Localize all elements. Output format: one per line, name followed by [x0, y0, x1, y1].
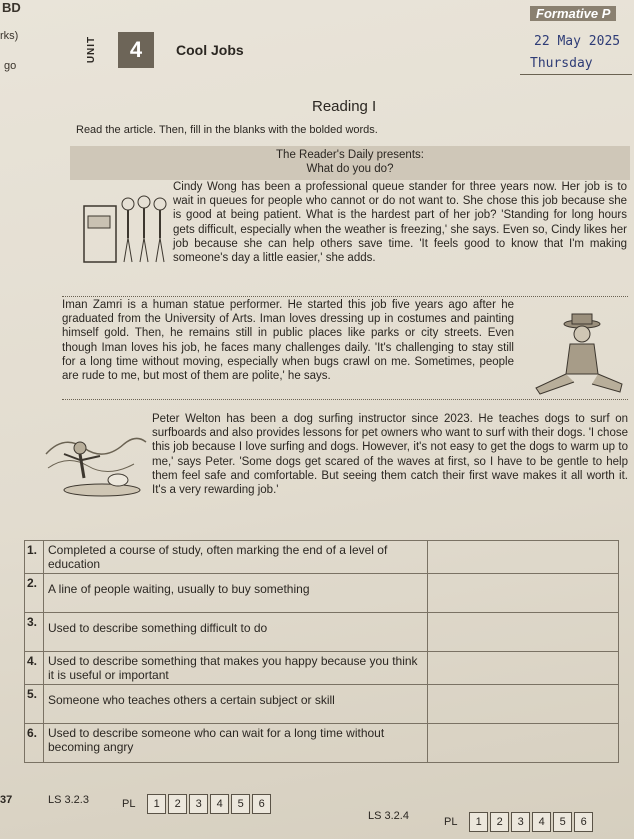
handwritten-date: 22 May 2025	[534, 34, 621, 49]
row-definition: Used to describe something difficult to do	[44, 613, 428, 652]
separator-2	[62, 399, 628, 400]
section-title: Reading I	[312, 98, 377, 115]
row-number: 5.	[25, 685, 44, 724]
unit-label: UNIT	[86, 35, 98, 64]
row-number: 6.	[25, 724, 44, 763]
row-number: 4.	[25, 652, 44, 685]
instruction: Read the article. Then, fill in the blanks with the bolded words.	[76, 124, 378, 136]
answer-cell[interactable]	[428, 613, 619, 652]
page-number: 37	[0, 794, 13, 806]
pl-box-4[interactable]: 4	[532, 812, 551, 832]
pl-box-2[interactable]: 2	[490, 812, 509, 832]
row-number: 2.	[25, 574, 44, 613]
queue-illustration	[82, 188, 170, 266]
row-definition: Someone who teaches others a certain subject or skill	[44, 685, 428, 724]
footer-pl-left	[122, 794, 273, 814]
pl-box-5[interactable]: 5	[553, 812, 572, 832]
table-row	[25, 613, 619, 652]
answer-cell[interactable]	[428, 724, 619, 763]
pl-label: PL	[444, 816, 458, 828]
answer-cell[interactable]	[428, 541, 619, 574]
pl-box-5[interactable]: 5	[231, 794, 250, 814]
table-row	[25, 685, 619, 724]
row-definition: Completed a course of study, often marking the end of a level of education	[44, 541, 428, 574]
row-definition: A line of people waiting, usually to buy something	[44, 574, 428, 613]
pl-label: PL	[122, 798, 136, 810]
pl-box-3[interactable]: 3	[189, 794, 208, 814]
pl-box-6[interactable]: 6	[252, 794, 271, 814]
paragraph-1: Cindy Wong has been a professional queue stander for three years now. Her job is to wait in queues for people who cannot or do not want to. She chose this job because she is good at being patient. What is the hardest part of her job? 'Standing for long hours gets difficult, especially when the weather is freezing,' she says. Even so, Cindy likes her job because she can help others save time. 'It feels good to know that I'm making someone's day a little easier,' she adds.	[173, 181, 627, 265]
questions-table	[24, 540, 619, 763]
edge-text-go: go	[4, 60, 17, 72]
unit-number: 4	[118, 32, 154, 68]
pl-box-3[interactable]: 3	[511, 812, 530, 832]
paragraph-3: Peter Welton has been a dog surfing instructor since 2023. He teaches dogs to surf on surfboards and also provides lessons for pet owners who want to surf with their dogs. 'I chose this job because I love surfing and dogs. However, it's not easy to get the dogs to warm up to me,' says Peter. 'Some dogs get scared of the waves at first, so I have to be gentle to help them feel safe and comfortable. But seeing them catch their first wave makes it all worth it. It's a very rewarding job.'	[152, 413, 628, 497]
table-row	[25, 724, 619, 763]
row-number: 3.	[25, 613, 44, 652]
surfing-illustration	[44, 414, 148, 508]
article-banner	[70, 146, 630, 180]
answer-cell[interactable]	[428, 685, 619, 724]
row-definition: Used to describe someone who can wait for a long time without becoming angry	[44, 724, 428, 763]
statue-illustration	[526, 312, 630, 398]
pl-box-6[interactable]: 6	[574, 812, 593, 832]
pl-box-1[interactable]: 1	[147, 794, 166, 814]
table-row	[25, 541, 619, 574]
formative-tab: Formative P	[530, 6, 616, 21]
banner-line-2: What do you do?	[306, 163, 394, 175]
row-definition: Used to describe something that makes you happy because you think it is useful or important	[44, 652, 428, 685]
pl-box-1[interactable]: 1	[469, 812, 488, 832]
handwritten-day: Thursday	[530, 56, 593, 71]
table-row	[25, 652, 619, 685]
edge-text-rks: rks)	[0, 30, 19, 42]
pl-box-4[interactable]: 4	[210, 794, 229, 814]
footer-pl-right	[444, 812, 595, 832]
table-row	[25, 574, 619, 613]
banner-line-1: The Reader's Daily presents:	[276, 149, 424, 161]
header-rule	[520, 74, 632, 75]
pl-box-2[interactable]: 2	[168, 794, 187, 814]
edge-text-top: BD	[2, 0, 21, 15]
answer-cell[interactable]	[428, 574, 619, 613]
answer-cell[interactable]	[428, 652, 619, 685]
footer-ls-left: LS 3.2.3	[48, 794, 89, 806]
footer-ls-right: LS 3.2.4	[368, 810, 409, 822]
paragraph-2: Iman Zamri is a human statue performer. He started this job five years ago after he graduated from the University of Arts. Iman loves dressing up in costumes and painting himself gold. Then, he remains still in public places like parks or city streets. Even though Iman loves his job, he faces many challenges daily. 'It's challenging to stay still for a long time without moving, especially when bugs crawl on me. Sometimes, people are rude to me, but most of them are polite,' he says.	[62, 299, 514, 383]
unit-title: Cool Jobs	[176, 42, 244, 58]
row-number: 1.	[25, 541, 44, 574]
separator-1	[62, 296, 628, 297]
